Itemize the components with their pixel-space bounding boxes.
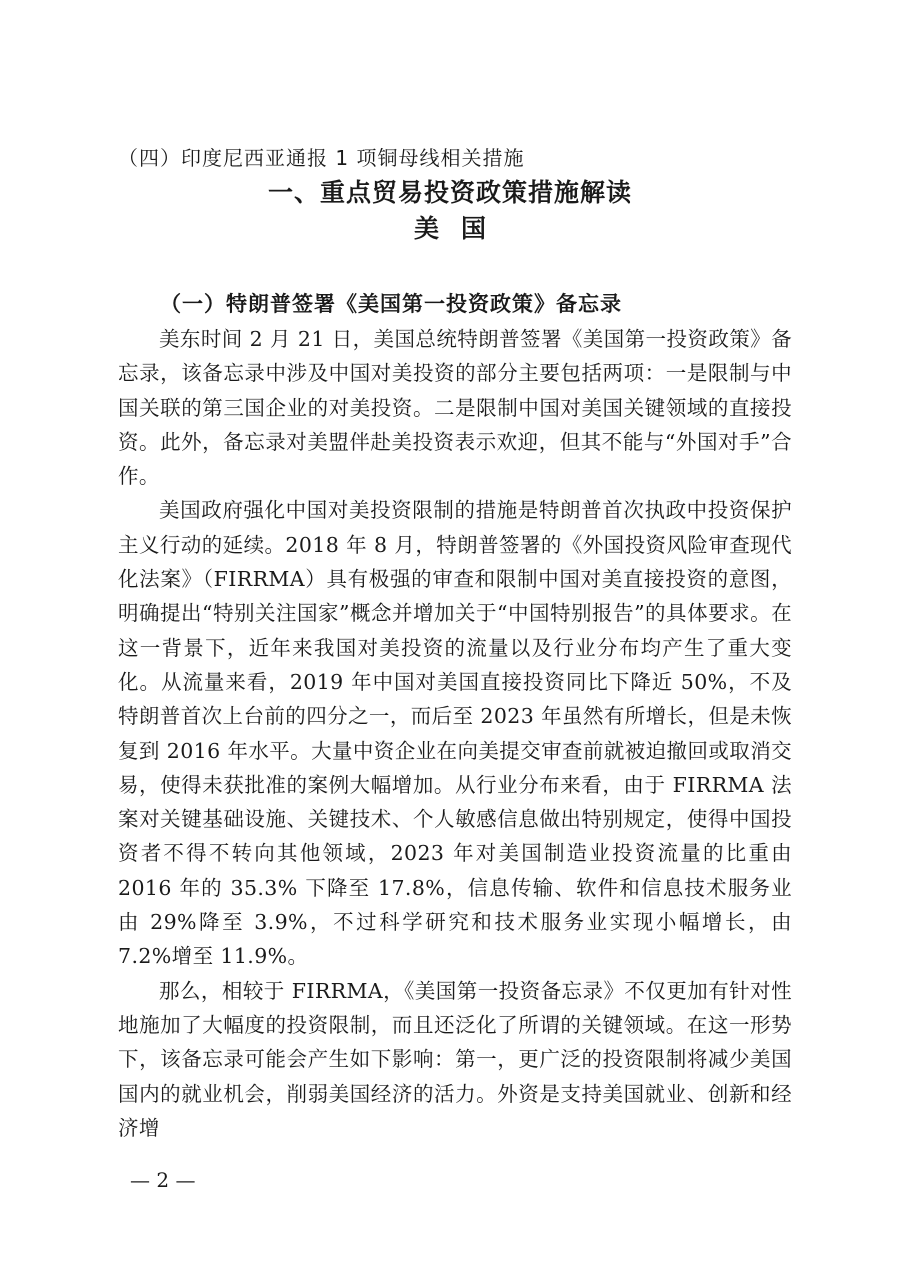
paragraph: 美东时间 2 月 21 日，美国总统特朗普签署《美国第一投资政策》备忘录，该备忘录中涉及中国对美投资的部分主要包括两项：一是限制与中国关联的第三国企业的对美投资。二是限制中国对美国关键领域的直接投资。此外，备忘录对美盟伴赴美投资表示欢迎，但其不能与“外国对手”合作。 — [118, 327, 792, 489]
body-text — [118, 322, 792, 1145]
section-title: 一、重点贸易投资政策措施解读 — [267, 178, 632, 207]
page-number: — 2 — — [130, 1168, 196, 1192]
paragraph: 美国政府强化中国对美投资限制的措施是特朗普首次执政中投资保护主义行动的延续。2018 年 8 月，特朗普签署的《外国投资风险审查现代化法案》（FIRRMA）具有极强的审查和限制中国对美直接投资的意图，明确提出“特别关注国家”概念并增加关于“中国特别报告”的具体要求。在这一背景下，近年来我国对美投资的流量以及行业分布均产生了重大变化。从流量来看，2019 年中国对美国直接投资同比下降近 50%，不及特朗普首次上台前的四分之一，而后至 2023 年虽然有所增长，但是未恢复到 2016 年水平。大量中资企业在向美提交审查前就被迫撤回或取消交易，使得未获批准的案例大幅增加。从行业分布来看，由于 FIRRMA 法案对关键基础设施、关键技术、个人敏感信息做出特别规定，使得中国投资者不得不转向其他领域，2023 年对美国制造业投资流量的比重由 2016 年的 35.3% 下降至 17.8%，信息传输、软件和信息技术服务业由 29%降至 3.9%，不过科学研究和技术服务业实现小幅增长，由 7.2%增至 11.9%。 — [118, 498, 792, 969]
sub-heading: （一）特朗普签署《美国第一投资政策》备忘录 — [160, 292, 622, 316]
toc-item: （四）印度尼西亚通报 1 项铜母线相关措施 — [118, 146, 525, 170]
paragraph: 那么，相较于 FIRRMA，《美国第一投资备忘录》不仅更加有针对性地施加了大幅度的投资限制，而且还泛化了所谓的关键领域。在这一形势下，该备忘录可能会产生如下影响：第一，更广泛的投资限制将减少美国国内的就业机会，削弱美国经济的活力。外资是支持美国就业、创新和经济增 — [118, 978, 792, 1140]
country-title: 美国 — [413, 214, 508, 243]
